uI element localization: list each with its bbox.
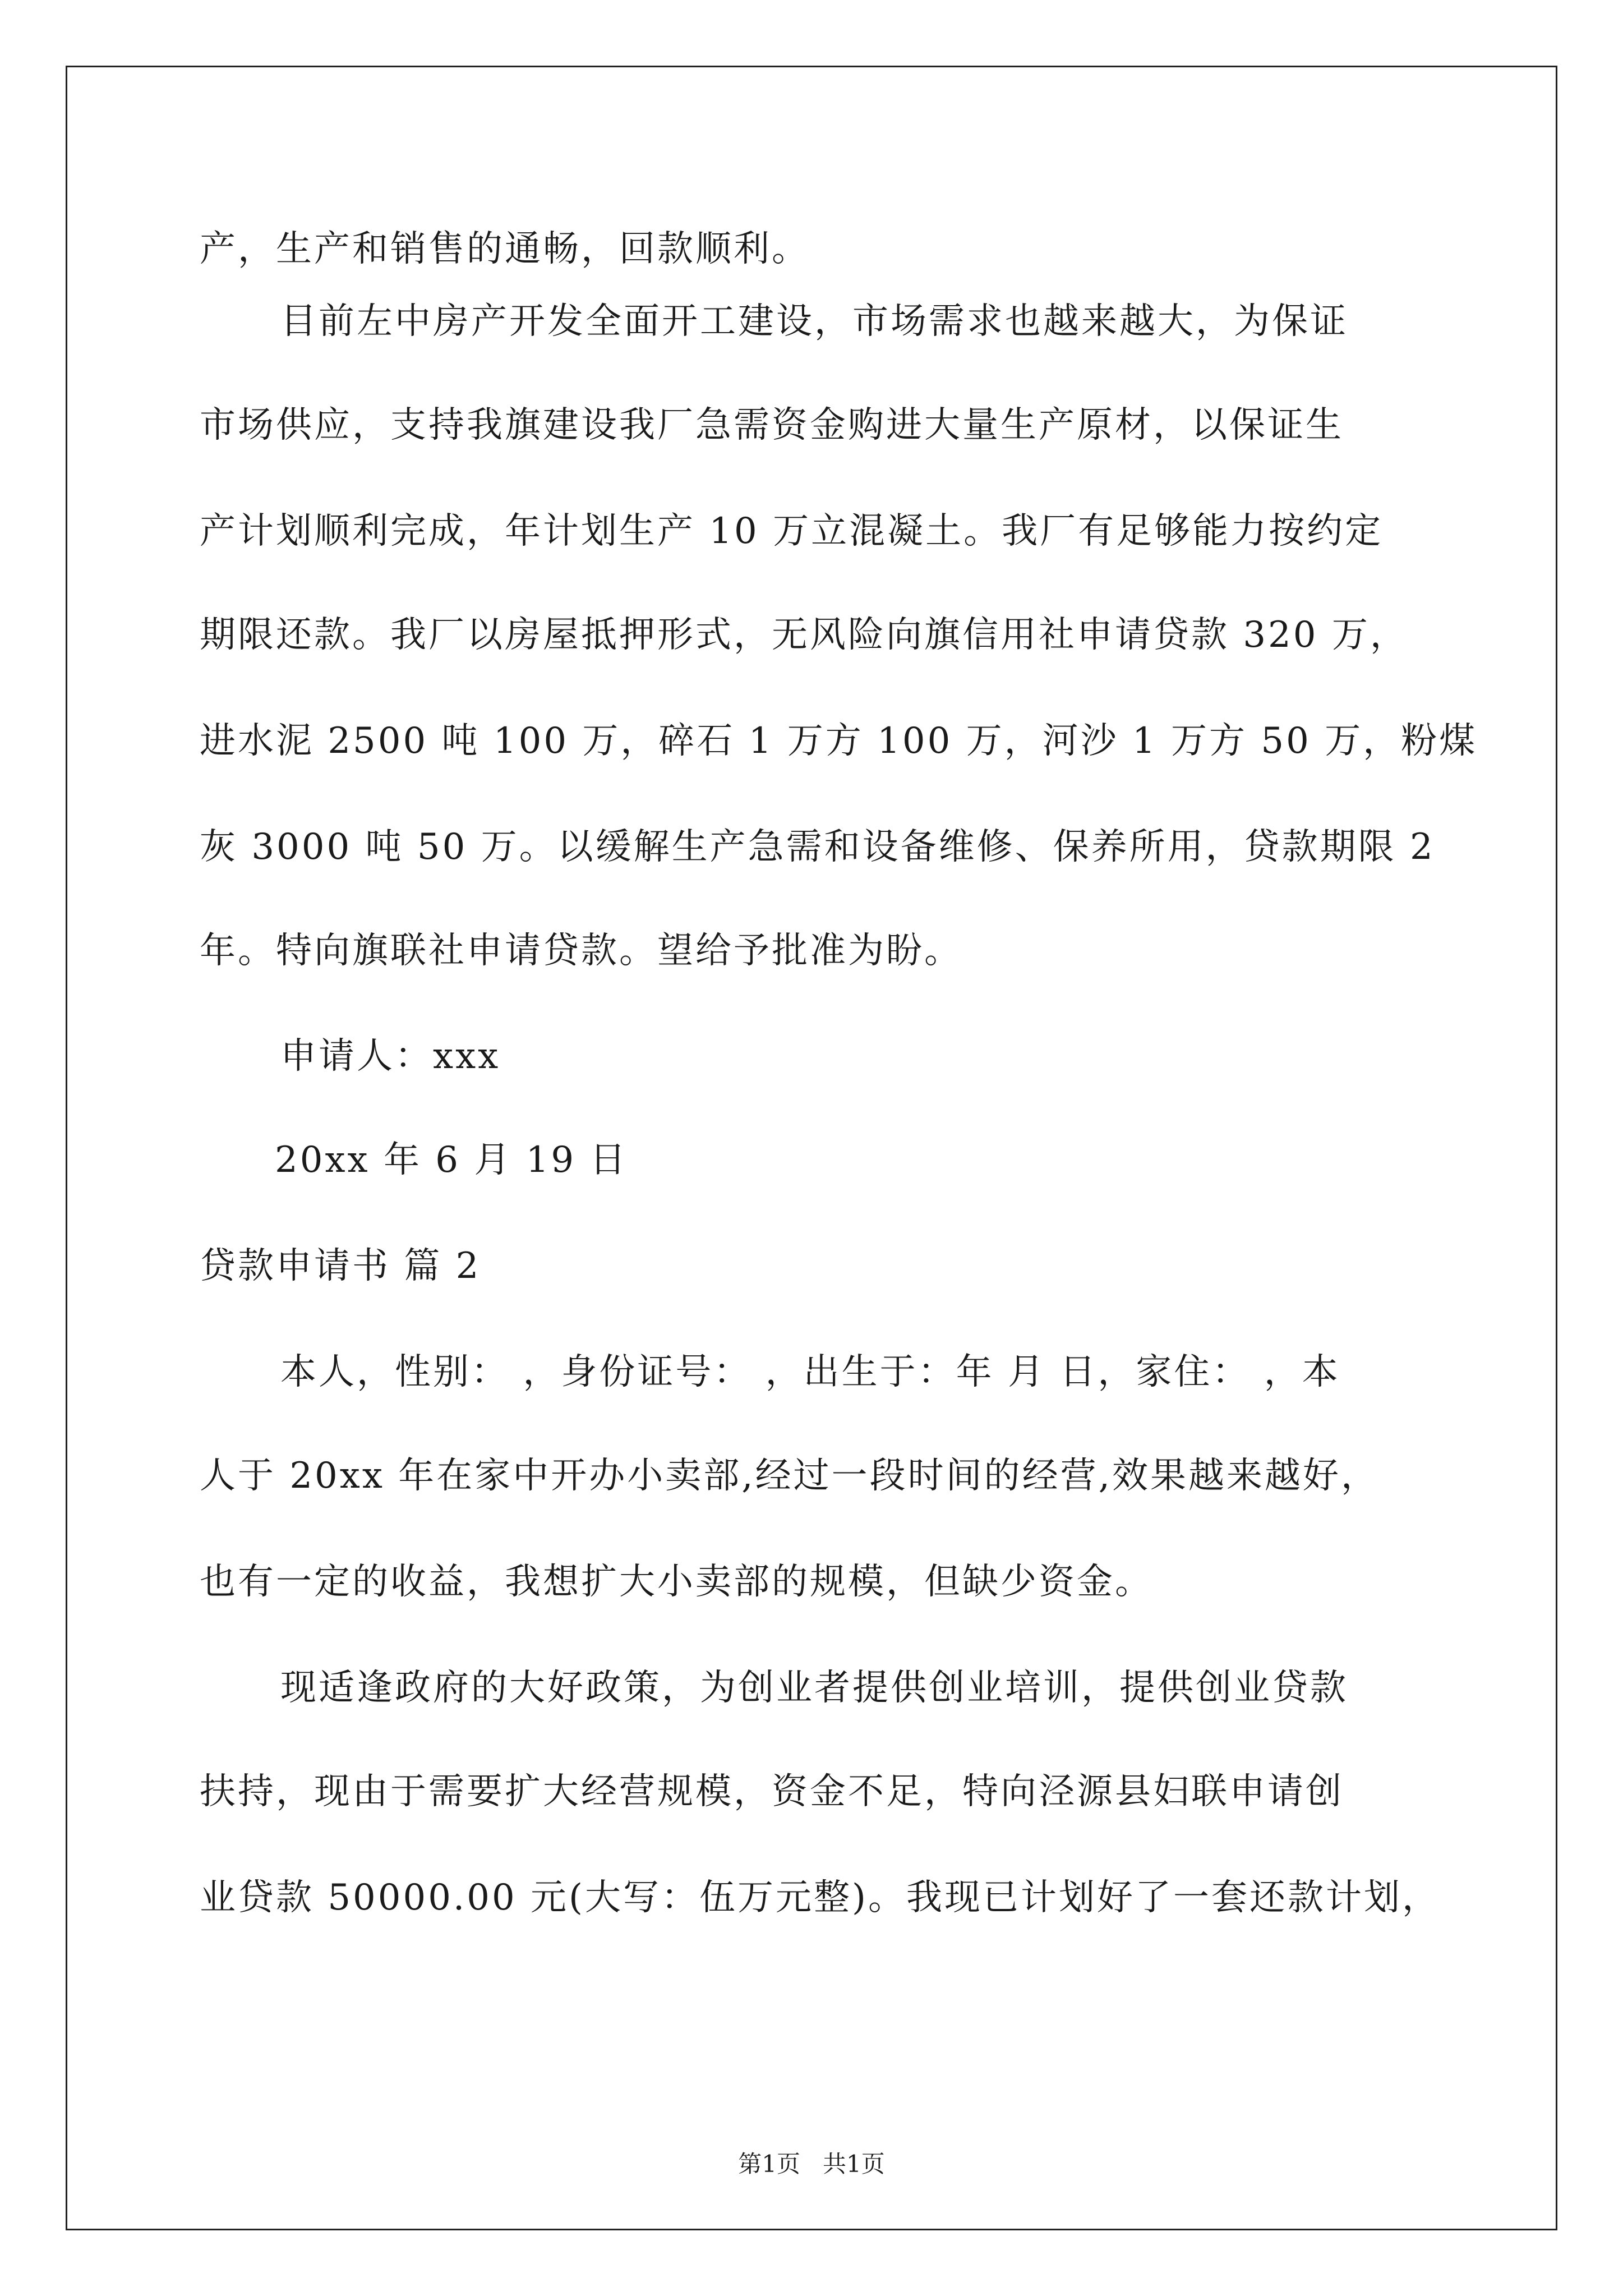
body-line: 也有一定的收益，我想扩大小卖部的规模，但缺少资金。 [200,1561,1153,1603]
body-line: 业贷款 50000.00 元(大写：伍万元整)。我现已计划好了一套还款计划， [200,1877,1440,1918]
body-line: 年。特向旗联社申请贷款。望给予批准为盼。 [200,930,962,972]
body-line: 产，生产和销售的通畅，回款顺利。 [200,228,810,270]
date-line: 20xx 年 6 月 19 日 [275,1139,628,1181]
paragraph-line: 本人，性别： ，身份证号： ，出生于：年 月 日，家住： ，本 [280,1351,1340,1393]
body-line: 扶持，现由于需要扩大经营规模，资金不足，特向泾源县妇联申请创 [200,1771,1344,1812]
body-line: 进水泥 2500 吨 100 万，碎石 1 万方 100 万，河沙 1 万方 50 万，粉煤 [200,720,1478,762]
body-line: 期限还款。我厂以房屋抵押形式，无风险向旗信用社申请贷款 320 万， [200,614,1408,656]
body-line: 产计划顺利完成，年计划生产 10 万立混凝土。我厂有足够能力按约定 [200,510,1384,552]
section-title: 贷款申请书 篇 2 [200,1245,481,1287]
applicant-line: 申请人：xxx [280,1036,501,1077]
page-number-footer: 第1页 共1页 [738,2150,885,2178]
body-line: 灰 3000 吨 50 万。以缓解生产急需和设备维修、保养所用，贷款期限 2 [200,826,1435,868]
body-line: 人于 20xx 年在家中开办小卖部,经过一段时间的经营,效果越来越好， [200,1455,1379,1497]
paragraph-line: 现适逢政府的大好政策，为创业者提供创业培训，提供创业贷款 [280,1667,1348,1709]
body-line: 市场供应，支持我旗建设我厂急需资金购进大量生产原材，以保证生 [200,404,1344,446]
paragraph-line: 目前左中房产开发全面开工建设，市场需求也越来越大，为保证 [280,301,1348,342]
